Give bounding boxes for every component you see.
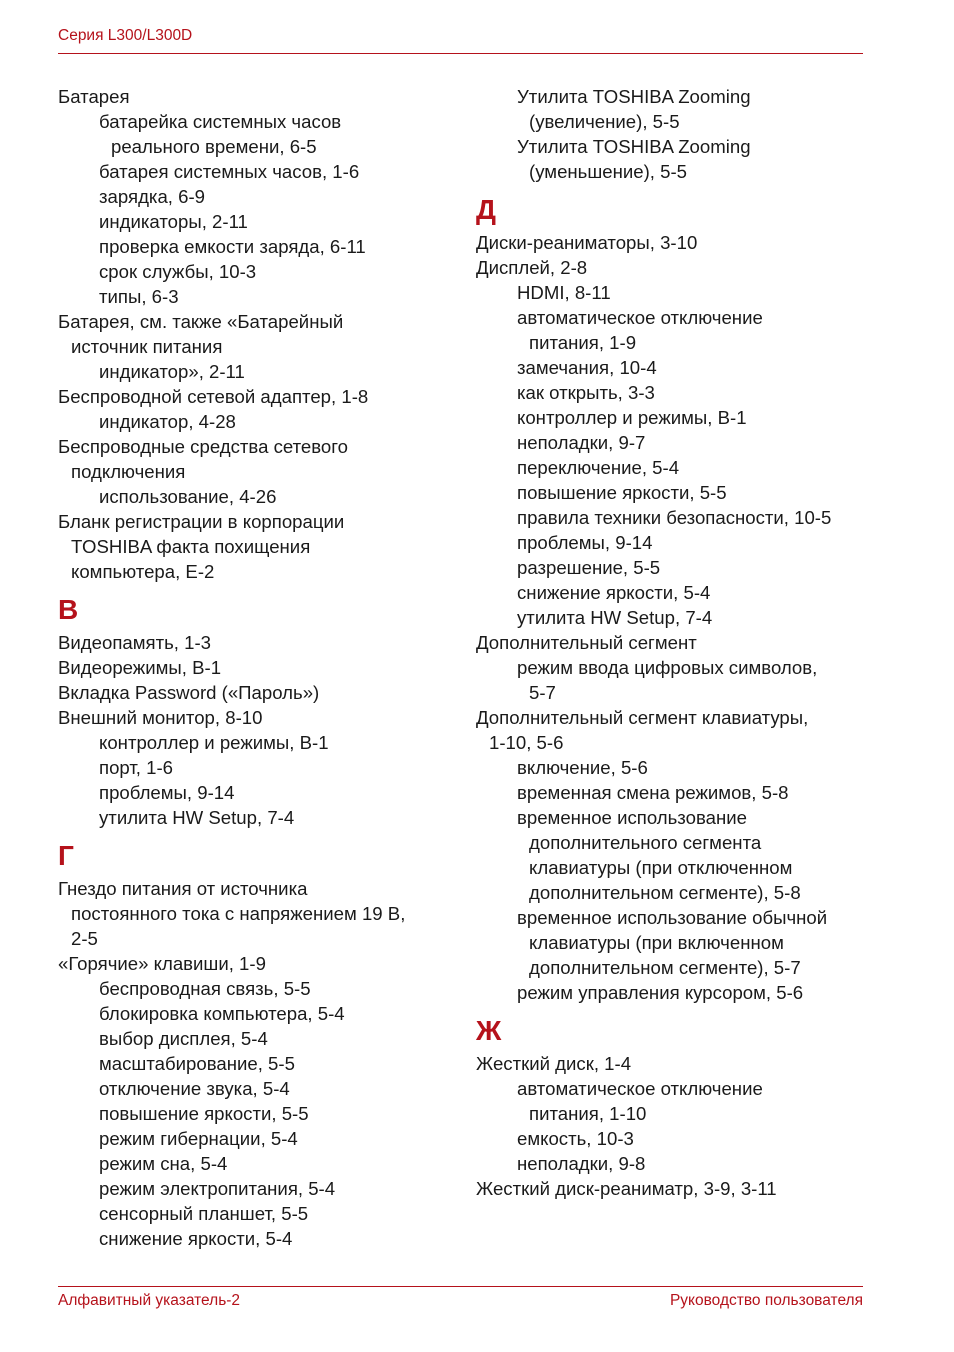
index-subentry: срок службы, 10-3 (99, 261, 257, 282)
index-subentry: (увеличение), 5-5 (529, 111, 680, 132)
index-subentry: батарейка системных часов (99, 111, 342, 132)
index-entry: Видеорежимы, B-1 (58, 657, 222, 678)
index-entry: Жесткий диск-реаниматр, 3-9, 3-11 (476, 1178, 777, 1199)
index-subentry: автоматическое отключение (517, 1078, 763, 1099)
index-subentry: Утилита TOSHIBA Zooming (517, 136, 751, 157)
section-letter: Д (476, 194, 496, 225)
index-subentry: контроллер и режимы, B-1 (517, 407, 747, 428)
index-subentry: порт, 1-6 (99, 757, 174, 778)
index-column-left (58, 84, 458, 1251)
index-subentry: клавиатуры (при отключенном (529, 857, 793, 878)
index-entry: Жесткий диск, 1-4 (476, 1053, 632, 1074)
footer-rule (58, 1286, 863, 1287)
index-subentry: сенсорный планшет, 5-5 (99, 1203, 309, 1224)
index-subentry: правила техники безопасности, 10-5 (517, 507, 832, 528)
index-subentry: постоянного тока с напряжением 19 В, (71, 903, 406, 924)
index-subentry: повышение яркости, 5-5 (99, 1103, 309, 1124)
index-subentry: (уменьшение), 5-5 (529, 161, 688, 182)
footer-page-label: Алфавитный указатель-2 (58, 1292, 241, 1309)
index-subentry: временная смена режимов, 5-8 (517, 782, 789, 803)
index-subentry: 2-5 (71, 928, 98, 949)
index-subentry: отключение звука, 5-4 (99, 1078, 290, 1099)
index-subentry: режим ввода цифровых символов, (517, 657, 818, 678)
index-subentry: индикаторы, 2-11 (99, 211, 248, 232)
index-subentry: HDMI, 8-11 (517, 282, 611, 303)
index-entry: Гнездо питания от источника (58, 878, 308, 899)
index-entry: Дополнительный сегмент клавиатуры, (476, 707, 809, 728)
index-subentry: блокировка компьютера, 5-4 (99, 1003, 345, 1024)
section-letter: Ж (476, 1015, 502, 1046)
index-subentry: индикатор», 2-11 (99, 361, 245, 382)
index-subentry: режим гибернации, 5-4 (99, 1128, 298, 1149)
index-entry: Бланк регистрации в корпорации (58, 511, 345, 532)
index-subentry: снижение яркости, 5-4 (517, 582, 711, 603)
index-subentry: утилита HW Setup, 7-4 (517, 607, 713, 628)
index-subentry: источник питания (71, 336, 223, 357)
index-subentry: проверка емкости заряда, 6-11 (99, 236, 366, 257)
index-subentry: типы, 6-3 (99, 286, 179, 307)
index-subentry: разрешение, 5-5 (517, 557, 661, 578)
section-letter: Г (58, 840, 74, 871)
index-entry: Беспроводной сетевой адаптер, 1-8 (58, 386, 369, 407)
index-subentry: 5-7 (529, 682, 556, 703)
index-entry: Дисплей, 2-8 (476, 257, 588, 278)
index-subentry: реального времени, 6-5 (111, 136, 317, 157)
index-subentry: переключение, 5-4 (517, 457, 680, 478)
index-subentry: проблемы, 9-14 (517, 532, 653, 553)
index-subentry: контроллер и режимы, B-1 (99, 732, 329, 753)
index-entry: Видеопамять, 1-3 (58, 632, 211, 653)
index-subentry: временное использование (517, 807, 747, 828)
index-subentry: режим электропитания, 5-4 (99, 1178, 336, 1199)
header-rule (58, 53, 863, 54)
index-subentry: питания, 1-10 (529, 1103, 647, 1124)
index-subentry: питания, 1-9 (529, 332, 637, 353)
index-subentry: зарядка, 6-9 (99, 186, 206, 207)
index-subentry: неполадки, 9-7 (517, 432, 646, 453)
index-subentry: батарея системных часов, 1-6 (99, 161, 360, 182)
index-subentry: как открыть, 3-3 (517, 382, 655, 403)
index-subentry: TOSHIBA факта похищения (71, 536, 311, 557)
index-subentry: дополнительного сегмента (529, 832, 762, 853)
section-letter: В (58, 594, 79, 625)
index-subentry: беспроводная связь, 5-5 (99, 978, 311, 999)
index-subentry: выбор дисплея, 5-4 (99, 1028, 268, 1049)
index-entry: Батарея, см. также «Батарейный (58, 311, 344, 332)
index-subentry: дополнительном сегменте), 5-7 (529, 957, 801, 978)
index-subentry: емкость, 10-3 (517, 1128, 634, 1149)
index-subentry: масштабирование, 5-5 (99, 1053, 295, 1074)
index-subentry: использование, 4-26 (99, 486, 277, 507)
index-subentry: проблемы, 9-14 (99, 782, 235, 803)
running-header: Серия L300/L300D (58, 27, 193, 44)
index-subentry: дополнительном сегменте), 5-8 (529, 882, 801, 903)
index-subentry: Утилита TOSHIBA Zooming (517, 86, 751, 107)
index-subentry: режим управления курсором, 5-6 (517, 982, 804, 1003)
index-entry: Внешний монитор, 8-10 (58, 707, 263, 728)
index-entry: Батарея (58, 86, 130, 107)
index-entry: Диски-реаниматоры, 3-10 (476, 232, 698, 253)
index-subentry: снижение яркости, 5-4 (99, 1228, 293, 1249)
index-column-right (476, 84, 896, 1201)
index-subentry: режим сна, 5-4 (99, 1153, 228, 1174)
index-entry: Беспроводные средства сетевого (58, 436, 348, 457)
footer-manual-title: Руководство пользователя (669, 1292, 863, 1309)
index-subentry: временное использование обычной (517, 907, 828, 928)
index-subentry: клавиатуры (при включенном (529, 932, 784, 953)
index-subentry: подключения (71, 461, 186, 482)
index-subentry: включение, 5-6 (517, 757, 648, 778)
index-subentry: 1-10, 5-6 (489, 732, 564, 753)
index-subentry: утилита HW Setup, 7-4 (99, 807, 295, 828)
index-subentry: компьютера, E-2 (71, 561, 215, 582)
index-subentry: автоматическое отключение (517, 307, 763, 328)
index-entry: Вкладка Password («Пароль») (58, 682, 320, 703)
index-subentry: замечания, 10-4 (517, 357, 657, 378)
index-entry: Дополнительный сегмент (476, 632, 697, 653)
index-subentry: неполадки, 9-8 (517, 1153, 646, 1174)
index-subentry: повышение яркости, 5-5 (517, 482, 727, 503)
index-entry: «Горячие» клавиши, 1-9 (58, 953, 266, 974)
index-subentry: индикатор, 4-28 (99, 411, 236, 432)
